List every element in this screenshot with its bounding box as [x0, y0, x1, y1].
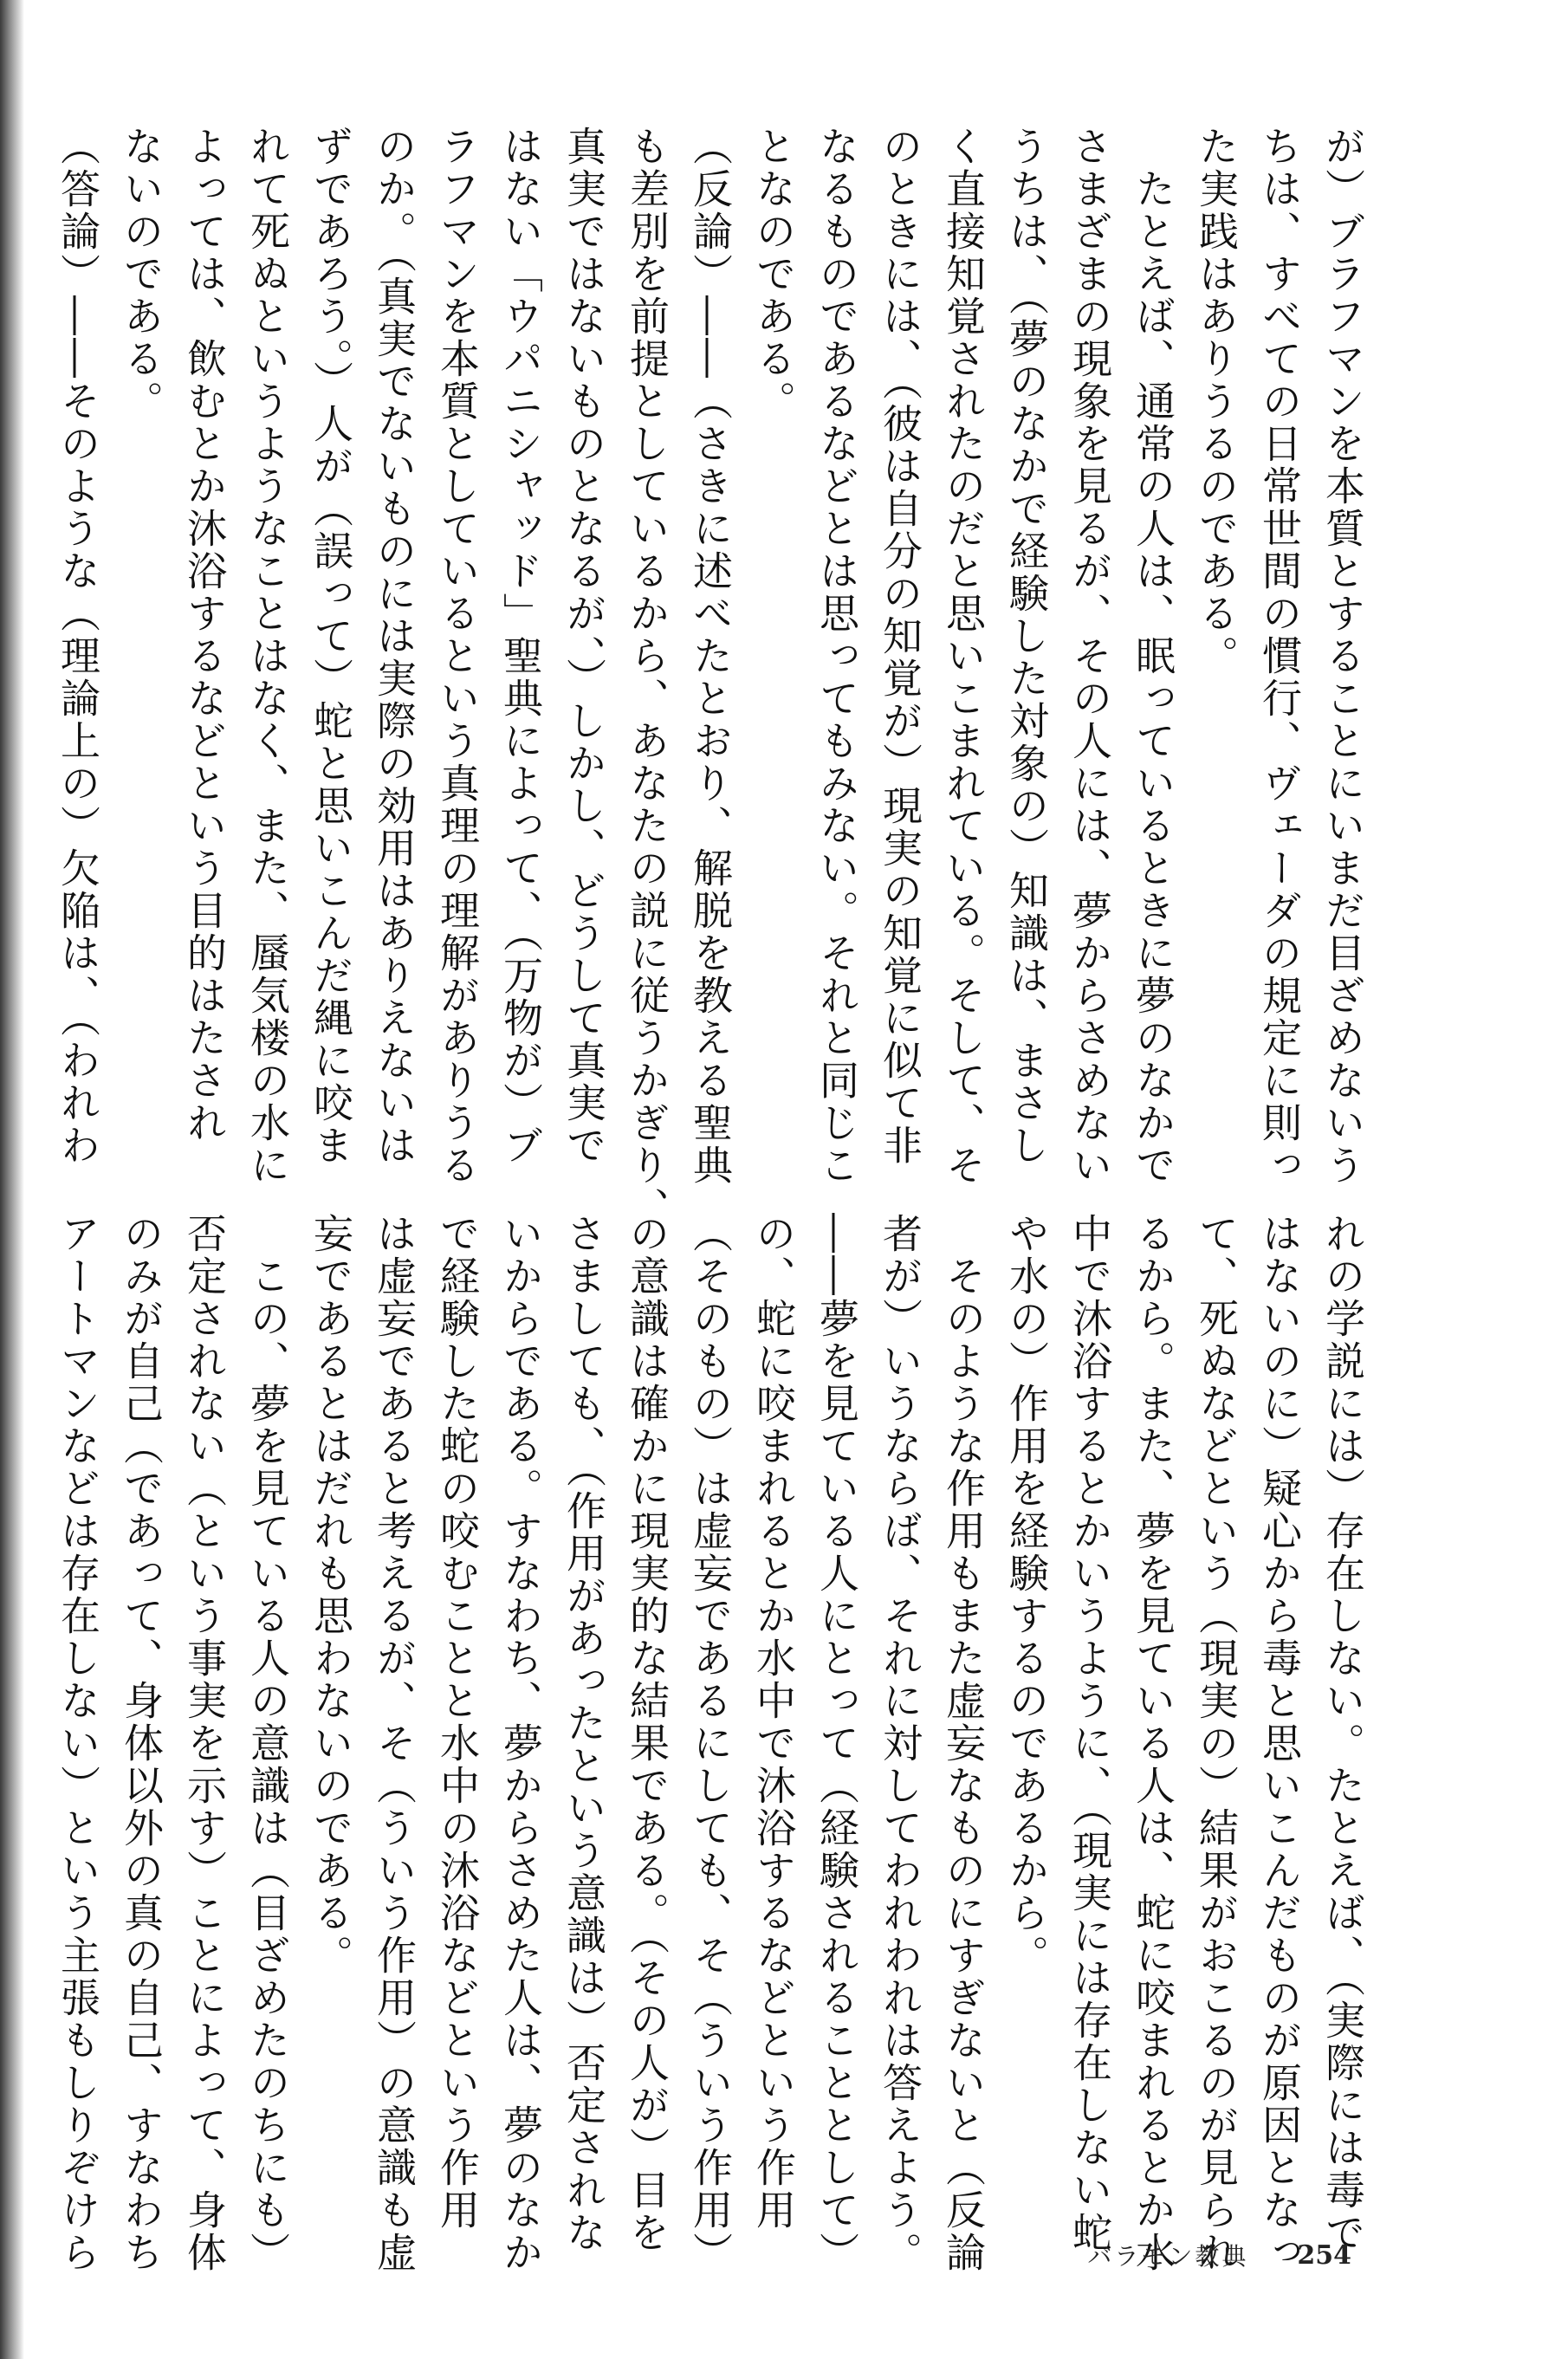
- text-line: さましても、（作用があったという意識は）否定されな: [560, 1213, 607, 2254]
- text-line: た実践はありうるのである。: [1193, 126, 1240, 677]
- text-line: アートマンなどは存在しない）という主張もしりぞけら: [55, 1213, 101, 2274]
- text-line: よっては、飲むとか沐浴するなどという目的はたされ: [181, 126, 228, 1144]
- text-line: のか。（真実でないものには実際の効用はありえないは: [371, 126, 418, 1167]
- text-line: ずであろう。）人が（誤って）蛇と思いこんだ縄に咬ま: [308, 126, 354, 1167]
- text-line: れて死ぬというようなことはなく、また、蜃気楼の水に: [244, 126, 291, 1187]
- text-line: はない「ウパニシャッド」聖典によって、（万物が）ブ: [497, 126, 544, 1167]
- text-line: れの学説には）存在しない。たとえば、（実際には毒で: [1319, 1213, 1366, 2254]
- page-number: 254: [1297, 2239, 1351, 2271]
- text-line: ないのである。: [118, 126, 165, 423]
- text-line: く直接知覚されたのだと思いこまれている。そして、そ: [940, 126, 987, 1187]
- text-line: （反論）――（さきに述べたとおり、解脱を教える聖典: [687, 126, 734, 1187]
- text-line: の、蛇に咬まれるとか水中で沐浴するなどという作用: [750, 1213, 797, 2232]
- binding-shadow: [0, 0, 24, 2359]
- text-line: は虚妄であると考えるが、そ（ういう作用）の意識も虚: [371, 1213, 418, 2274]
- text-line: が）ブラフマンを本質とすることにいまだ目ざめないう: [1319, 126, 1366, 1187]
- running-head: バラモン教典: [1087, 2242, 1249, 2271]
- text-line: のみが自己（であって、身体以外の真の自己、すなわち: [118, 1213, 165, 2274]
- text-line: この、夢を見ている人の意識は（目ざめたのちにも）: [244, 1213, 291, 2274]
- text-line: 者が）いうならば、それに対してわれわれは答えよう。: [877, 1213, 923, 2274]
- text-line: なるものであるなどとは思ってもみない。それと同じこ: [813, 126, 860, 1187]
- text-line: るから。また、夢を見ている人は、蛇に咬まれるとか水: [1130, 1213, 1176, 2274]
- text-line: のときには、（彼は自分の知覚が）現実の知覚に似て非: [877, 126, 923, 1167]
- text-line: ――夢を見ている人にとって（経験されることとして）: [813, 1213, 860, 2274]
- text-line: の意識は確かに現実的な結果である。（その人が）目を: [624, 1213, 671, 2254]
- text-line: や水の）作用を経験するのであるから。: [1003, 1213, 1050, 1977]
- text-line: て、死ぬなどという（現実の）結果がおこるのが見られ: [1193, 1213, 1240, 2274]
- text-line: で経験した蛇の咬むことと水中の沐浴などという作用: [434, 1213, 481, 2232]
- text-line: 否定されない（という事実を示す）ことによって、身体: [181, 1213, 228, 2274]
- text-line: も差別を前提としているから、あなたの説に従うかぎり、: [624, 126, 671, 1229]
- text-line: ラフマンを本質としているという真理の理解がありうる: [434, 126, 481, 1187]
- upper-text-block: [55, 126, 1374, 1229]
- text-line: 真実ではないものとなるが、）しかし、どうして真実で: [560, 126, 607, 1167]
- text-line: （そのもの）は虚妄であるにしても、そ（ういう作用）: [687, 1213, 734, 2274]
- text-line: たとえば、通常の人は、眠っているときに夢のなかで: [1130, 126, 1176, 1187]
- text-line: 妄であるとはだれも思わないのである。: [308, 1213, 354, 1977]
- text-line: 中で沐浴するとかいうように、（現実には存在しない蛇: [1066, 1213, 1113, 2254]
- text-line: （答論）――そのような（理論上の）欠陥は、（われわ: [55, 126, 101, 1167]
- text-line: そのような作用もまた虚妄なものにすぎないと（反論: [940, 1213, 987, 2274]
- text-line: はないのに）疑心から毒と思いこんだものが原因となっ: [1256, 1213, 1303, 2274]
- page-footer: [1087, 2233, 1351, 2277]
- text-line: さまざまの現象を見るが、その人には、夢からさめない: [1066, 126, 1113, 1187]
- text-line: いからである。すなわち、夢からさめた人は、夢のなか: [497, 1213, 544, 2274]
- text-line: となのである。: [750, 126, 797, 423]
- text-line: ちは、すべての日常世間の慣行、ヴェーダの規定に則っ: [1256, 126, 1303, 1187]
- text-line: うちは、（夢のなかで経験した対象の）知識は、まさし: [1003, 126, 1050, 1167]
